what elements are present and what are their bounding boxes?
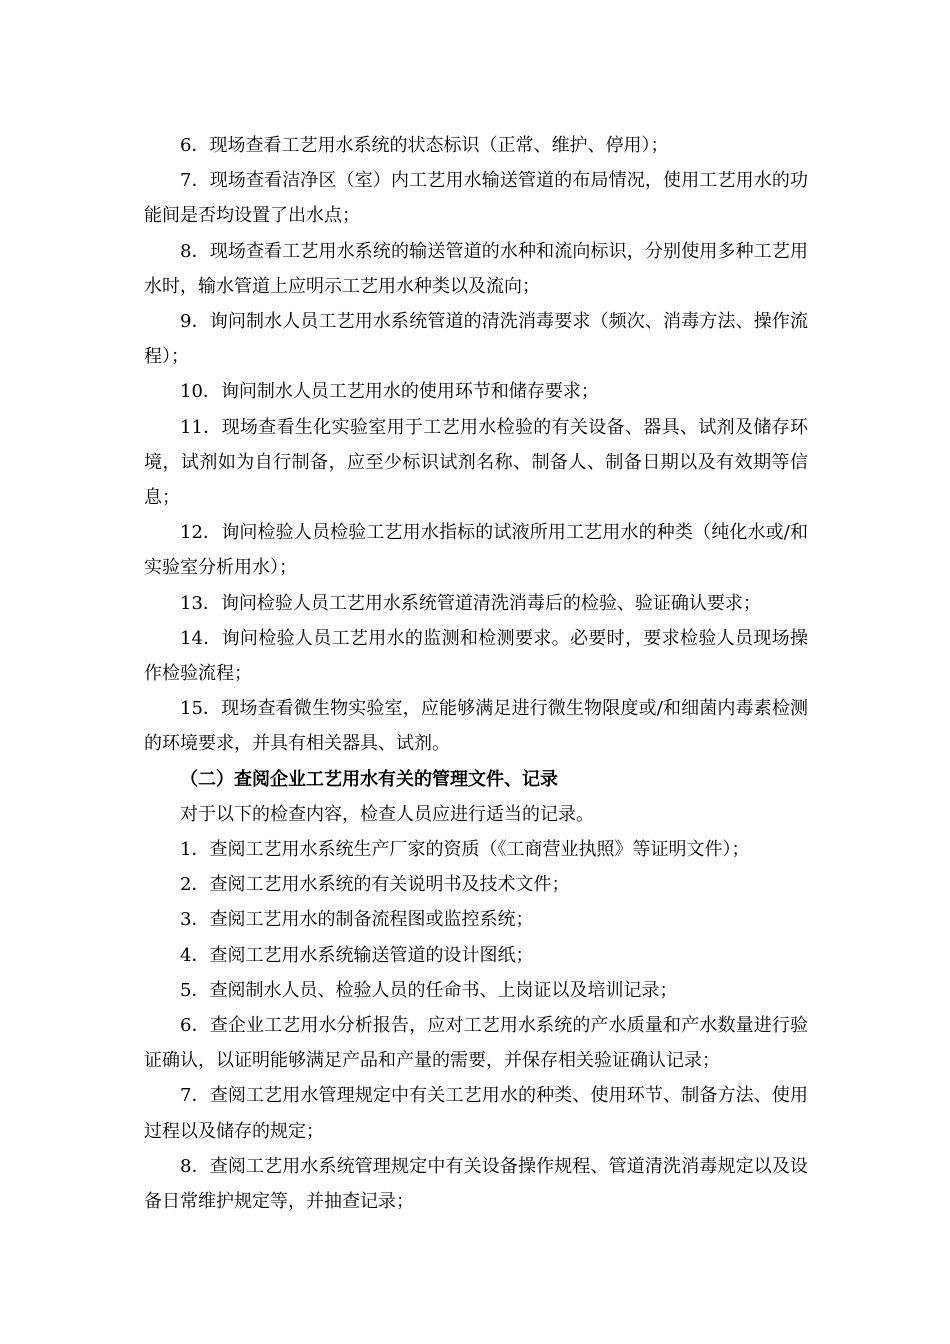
section-heading: （二）查阅企业工艺用水有关的管理文件、记录 — [180, 768, 558, 790]
list-item: 6．查企业工艺用水分析报告，应对工艺用水系统的产水质量和产水数量进行验证确认，以证明能够满足产品和产量的需要，并保存相关验证确认记录； — [144, 1015, 808, 1072]
list-item: 12．询问检验人员检验工艺用水指标的试液所用工艺用水的种类（纯化水或/和实验室分析用水）； — [144, 522, 808, 579]
list-item: 4．查阅工艺用水系统输送管道的设计图纸； — [180, 944, 534, 966]
list-item: 7．现场查看洁净区（室）内工艺用水输送管道的布局情况，使用工艺用水的功能间是否均设置了出水点； — [144, 170, 808, 227]
list-item: 7．查阅工艺用水管理规定中有关工艺用水的种类、使用环节、制备方法、使用过程以及储存的规定； — [144, 1085, 808, 1142]
list-item: 9．询问制水人员工艺用水系统管道的清洗消毒要求（频次、消毒方法、操作流程）； — [144, 311, 808, 368]
list-item: 1．查阅工艺用水系统生产厂家的资质（《工商营业执照》等证明文件）； — [180, 839, 750, 861]
list-item: 15．现场查看微生物实验室，应能够满足进行微生物限度或/和细菌内毒素检测的环境要求，并具有相关器具、试剂。 — [144, 698, 808, 755]
list-item: 2．查阅工艺用水系统的有关说明书及技术文件； — [180, 874, 570, 896]
list-item: 14．询问检验人员工艺用水的监测和检测要求。必要时，要求检验人员现场操作检验流程； — [144, 627, 808, 685]
list-item: 13．询问检验人员工艺用水系统管道清洗消毒后的检验、验证确认要求； — [180, 592, 761, 614]
list-item: 3．查阅工艺用水的制备流程图或监控系统； — [180, 909, 534, 931]
list-item: 5．查阅制水人员、检验人员的任命书、上岗证以及培训记录； — [180, 979, 678, 1001]
list-item: 8．查阅工艺用水系统管理规定中有关设备操作规程、管道清洗消毒规定以及设备日常维护规定等，并抽查记录； — [144, 1155, 808, 1213]
list-item: 10．询问制水人员工艺用水的使用环节和储存要求； — [180, 381, 599, 403]
list-item: 6．现场查看工艺用水系统的状态标识（正常、维护、停用）； — [180, 135, 669, 156]
section-intro: 对于以下的检查内容，检查人员应进行适当的记录。 — [180, 803, 594, 825]
document-body — [144, 128, 808, 1219]
list-item: 11．现场查看生化实验室用于工艺用水检验的有关设备、器具、试剂及储存环境，试剂如为自行制备，应至少标识试剂名称、制备人、制备日期以及有效期等信息； — [144, 416, 808, 509]
list-item: 8．现场查看工艺用水系统的输送管道的水种和流向标识，分别使用多种工艺用水时，输水管道上应明示工艺用水种类以及流向； — [144, 240, 808, 297]
